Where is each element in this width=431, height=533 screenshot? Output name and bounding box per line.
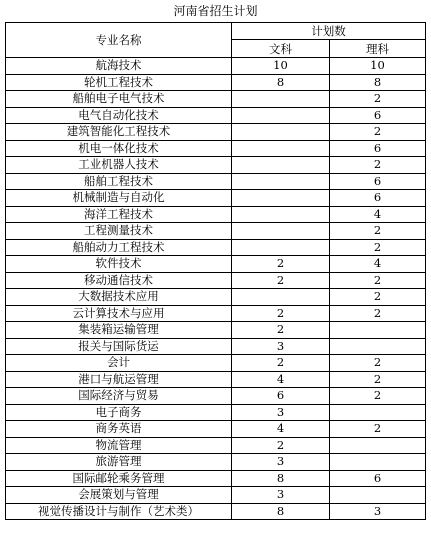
header-like: 理科	[330, 40, 426, 58]
wenke-count-cell: 3	[232, 454, 330, 471]
table-row	[6, 322, 426, 339]
major-cell: 集装箱运输管理	[6, 322, 232, 339]
like-count-cell	[330, 454, 426, 471]
major-cell: 建筑智能化工程技术	[6, 124, 232, 141]
table-row	[6, 454, 426, 471]
major-cell: 工程测量技术	[6, 223, 232, 240]
like-count-cell: 2	[330, 388, 426, 405]
like-count-cell	[330, 487, 426, 504]
like-count-cell: 10	[330, 58, 426, 75]
wenke-count-cell	[232, 140, 330, 157]
wenke-count-cell: 4	[232, 421, 330, 438]
like-count-cell: 2	[330, 289, 426, 306]
major-cell: 机电一体化技术	[6, 140, 232, 157]
wenke-count-cell	[232, 206, 330, 223]
like-count-cell: 2	[330, 371, 426, 388]
like-count-cell: 2	[330, 124, 426, 141]
enrollment-plan-table	[5, 22, 426, 520]
table-row	[6, 289, 426, 306]
wenke-count-cell	[232, 289, 330, 306]
like-count-cell: 2	[330, 239, 426, 256]
wenke-count-cell	[232, 124, 330, 141]
table-row	[6, 338, 426, 355]
table-row	[6, 140, 426, 157]
wenke-count-cell: 8	[232, 503, 330, 520]
like-count-cell	[330, 437, 426, 454]
wenke-count-cell	[232, 239, 330, 256]
table-row	[6, 107, 426, 124]
table-row	[6, 239, 426, 256]
major-cell: 软件技术	[6, 256, 232, 273]
like-count-cell: 4	[330, 206, 426, 223]
like-count-cell	[330, 404, 426, 421]
table-row	[6, 470, 426, 487]
header-plan-count: 计划数	[232, 23, 426, 40]
major-cell: 船舶电子电气技术	[6, 91, 232, 108]
wenke-count-cell: 8	[232, 470, 330, 487]
wenke-count-cell: 2	[232, 355, 330, 372]
wenke-count-cell: 3	[232, 338, 330, 355]
table-body	[6, 58, 426, 520]
like-count-cell: 6	[330, 107, 426, 124]
major-cell: 轮机工程技术	[6, 74, 232, 91]
like-count-cell: 4	[330, 256, 426, 273]
wenke-count-cell: 2	[232, 437, 330, 454]
major-cell: 工业机器人技术	[6, 157, 232, 174]
table-row	[6, 272, 426, 289]
table-row	[6, 503, 426, 520]
header-major: 专业名称	[6, 23, 232, 58]
table-row	[6, 157, 426, 174]
like-count-cell: 2	[330, 355, 426, 372]
wenke-count-cell	[232, 157, 330, 174]
table-row	[6, 305, 426, 322]
page-title: 河南省招生计划	[173, 4, 258, 18]
major-cell: 云计算技术与应用	[6, 305, 232, 322]
major-cell: 船舶动力工程技术	[6, 239, 232, 256]
wenke-count-cell: 2	[232, 322, 330, 339]
like-count-cell: 6	[330, 140, 426, 157]
table-row	[6, 91, 426, 108]
table-row	[6, 190, 426, 207]
like-count-cell: 2	[330, 157, 426, 174]
like-count-cell: 2	[330, 91, 426, 108]
table-row	[6, 388, 426, 405]
major-cell: 会计	[6, 355, 232, 372]
major-cell: 移动通信技术	[6, 272, 232, 289]
table-row	[6, 74, 426, 91]
major-cell: 船舶工程技术	[6, 173, 232, 190]
wenke-count-cell: 8	[232, 74, 330, 91]
wenke-count-cell: 10	[232, 58, 330, 75]
like-count-cell: 6	[330, 173, 426, 190]
major-cell: 视觉传播设计与制作（艺术类）	[6, 503, 232, 520]
major-cell: 旅游管理	[6, 454, 232, 471]
table-row	[6, 58, 426, 75]
like-count-cell: 2	[330, 223, 426, 240]
table-row	[6, 371, 426, 388]
like-count-cell: 3	[330, 503, 426, 520]
major-cell: 电气自动化技术	[6, 107, 232, 124]
like-count-cell: 8	[330, 74, 426, 91]
major-cell: 会展策划与管理	[6, 487, 232, 504]
wenke-count-cell: 3	[232, 404, 330, 421]
wenke-count-cell	[232, 173, 330, 190]
like-count-cell: 6	[330, 470, 426, 487]
table-row	[6, 355, 426, 372]
wenke-count-cell: 2	[232, 272, 330, 289]
header-wenke: 文科	[232, 40, 330, 58]
table-row	[6, 124, 426, 141]
like-count-cell	[330, 322, 426, 339]
table-row	[6, 173, 426, 190]
table-row	[6, 437, 426, 454]
major-cell: 电子商务	[6, 404, 232, 421]
wenke-count-cell: 2	[232, 305, 330, 322]
wenke-count-cell: 3	[232, 487, 330, 504]
wenke-count-cell	[232, 223, 330, 240]
major-cell: 国际经济与贸易	[6, 388, 232, 405]
table-row	[6, 206, 426, 223]
major-cell: 港口与航运管理	[6, 371, 232, 388]
major-cell: 物流管理	[6, 437, 232, 454]
major-cell: 商务英语	[6, 421, 232, 438]
table-row	[6, 421, 426, 438]
wenke-count-cell	[232, 91, 330, 108]
like-count-cell: 2	[330, 272, 426, 289]
major-cell: 航海技术	[6, 58, 232, 75]
wenke-count-cell: 6	[232, 388, 330, 405]
like-count-cell: 2	[330, 305, 426, 322]
like-count-cell: 6	[330, 190, 426, 207]
major-cell: 机械制造与自动化	[6, 190, 232, 207]
table-row	[6, 487, 426, 504]
major-cell: 海洋工程技术	[6, 206, 232, 223]
table-row	[6, 256, 426, 273]
major-cell: 报关与国际货运	[6, 338, 232, 355]
wenke-count-cell: 4	[232, 371, 330, 388]
wenke-count-cell	[232, 190, 330, 207]
table-row	[6, 404, 426, 421]
wenke-count-cell	[232, 107, 330, 124]
major-cell: 国际邮轮乘务管理	[6, 470, 232, 487]
like-count-cell	[330, 338, 426, 355]
wenke-count-cell: 2	[232, 256, 330, 273]
like-count-cell: 2	[330, 421, 426, 438]
major-cell: 大数据技术应用	[6, 289, 232, 306]
table-row	[6, 223, 426, 240]
